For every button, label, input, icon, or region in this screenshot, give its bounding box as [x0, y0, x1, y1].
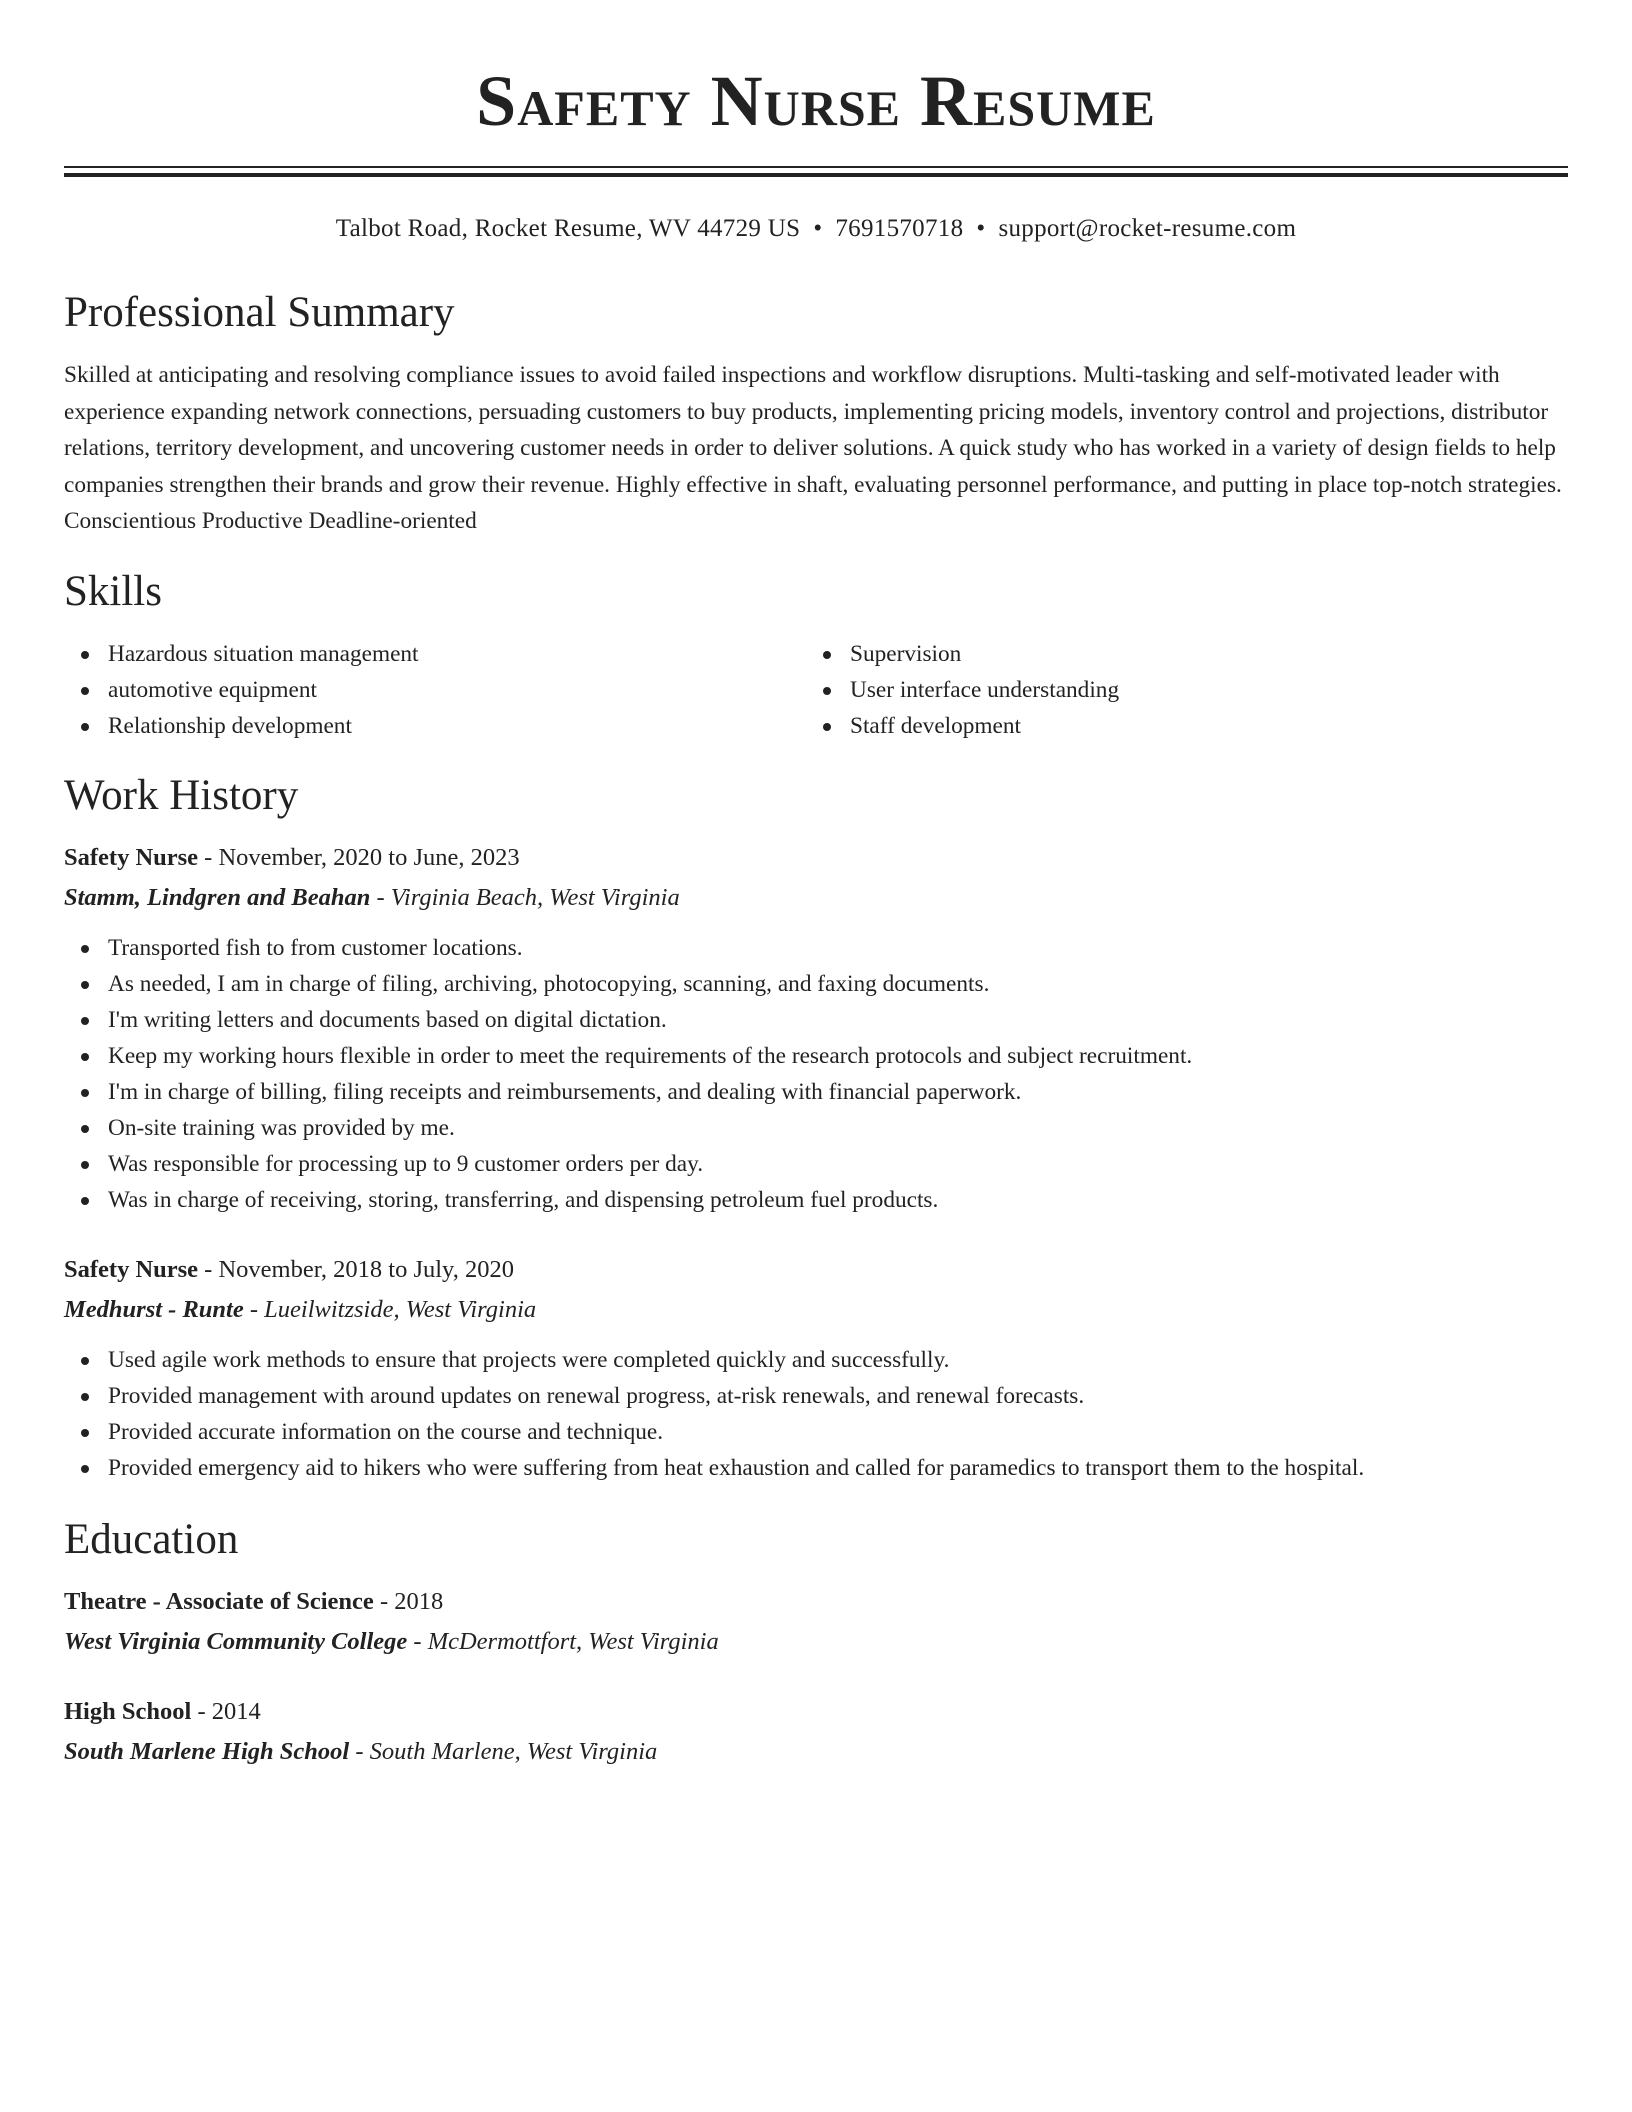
education-location: McDermottfort, West Virginia	[427, 1627, 719, 1655]
skill-item: Staff development	[806, 708, 1548, 744]
job-title: Safety Nurse	[64, 1255, 199, 1283]
job-location: Lueilwitzside, West Virginia	[264, 1295, 537, 1323]
job-duties	[64, 1342, 1568, 1486]
contact-separator: •	[813, 215, 823, 242]
contact-email: support@rocket-resume.com	[998, 215, 1297, 242]
job-company: Stamm, Lindgren and Beahan	[64, 883, 371, 911]
job-dates: November, 2018 to July, 2020	[218, 1255, 514, 1283]
resume-title: Safety Nurse Resume	[476, 61, 1156, 141]
skill-item: Relationship development	[64, 708, 806, 744]
job-employer	[64, 878, 1568, 918]
section-heading-summary: Professional Summary	[64, 289, 455, 336]
education-dash: -	[407, 1627, 428, 1655]
job-company: Medhurst - Runte	[64, 1295, 244, 1323]
duty-item: I'm in charge of billing, filing receipts and reimbursements, and dealing with financial paperwork.	[64, 1074, 1568, 1110]
duty-item: I'm writing letters and documents based on digital dictation.	[64, 1002, 1568, 1038]
skills-list	[64, 636, 1568, 744]
duty-item: Was responsible for processing up to 9 customer orders per day.	[64, 1146, 1568, 1182]
job-entry	[64, 1250, 1568, 1486]
skill-item: User interface understanding	[806, 672, 1548, 708]
job-dash: -	[198, 1255, 219, 1283]
job-header	[64, 838, 1568, 878]
duty-item: Transported fish to from customer locations.	[64, 930, 1568, 966]
resume-page	[64, 0, 1568, 1772]
education-degree: Theatre - Associate of Science	[64, 1587, 374, 1615]
skill-item: automotive equipment	[64, 672, 806, 708]
education-dash: -	[373, 1587, 395, 1615]
section-heading-education: Education	[64, 1515, 239, 1563]
section-heading-work-history: Work History	[64, 771, 299, 819]
job-dates: November, 2020 to June, 2023	[218, 843, 520, 871]
duty-item: On-site training was provided by me.	[64, 1110, 1568, 1146]
education-entry	[64, 1692, 1568, 1772]
contact-line	[64, 213, 1568, 245]
education-entry	[64, 1582, 1568, 1662]
skills-column-right	[806, 636, 1548, 744]
education-year: 2014	[211, 1697, 261, 1725]
job-employer	[64, 1290, 1568, 1330]
duty-item: Used agile work methods to ensure that projects were completed quickly and successfully.	[64, 1342, 1568, 1378]
job-location: Virginia Beach, West Virginia	[390, 883, 680, 911]
job-dash: -	[198, 843, 219, 871]
duty-item: Keep my working hours flexible in order to meet the requirements of the research protocols and subject recruitment.	[64, 1038, 1568, 1074]
duty-item: Provided accurate information on the course and technique.	[64, 1414, 1568, 1450]
contact-address: Talbot Road, Rocket Resume, WV 44729 US	[335, 215, 801, 242]
education-dash: -	[191, 1697, 212, 1725]
job-dash: -	[243, 1295, 265, 1323]
job-dash: -	[370, 883, 391, 911]
duty-item: As needed, I am in charge of filing, archiving, photocopying, scanning, and faxing documents.	[64, 966, 1568, 1002]
skill-item: Hazardous situation management	[64, 636, 806, 672]
education-header	[64, 1692, 1568, 1732]
summary-text: Skilled at anticipating and resolving compliance issues to avoid failed inspections and workflow disruptions. Multi-tasking and self-motivated leader with experience expanding network connections, persuading customers to buy products, implementing pricing models, inventory control and projections, distributor relations, territory development, and uncovering customer needs in order to deliver solutions. A quick study who has worked in a variety of design fields to help companies strengthen their brands and grow their revenue. Highly effective in shaft, evaluating personnel performance, and putting in place top-notch strategies. Conscientious Productive Deadline-oriented	[64, 362, 1562, 534]
duty-item: Provided management with around updates on renewal progress, at-risk renewals, and renewal forecasts.	[64, 1378, 1568, 1414]
job-entry	[64, 838, 1568, 1218]
skill-item: Supervision	[806, 636, 1548, 672]
duty-item: Provided emergency aid to hikers who were suffering from heat exhaustion and called for paramedics to transport them to the hospital.	[64, 1450, 1568, 1486]
education-year: 2018	[394, 1587, 444, 1615]
title-divider	[64, 166, 1568, 177]
skills-column-left	[64, 636, 806, 744]
education-header	[64, 1582, 1568, 1622]
education-location: South Marlene, West Virginia	[369, 1737, 658, 1765]
job-duties	[64, 930, 1568, 1218]
education-institution	[64, 1732, 1568, 1772]
contact-separator: •	[976, 215, 986, 242]
education-school: South Marlene High School	[64, 1737, 350, 1765]
education-dash: -	[349, 1737, 370, 1765]
education-degree: High School	[64, 1697, 192, 1725]
duty-item: Was in charge of receiving, storing, transferring, and dispensing petroleum fuel products.	[64, 1182, 1568, 1218]
section-heading-skills: Skills	[64, 567, 162, 615]
education-institution	[64, 1622, 1568, 1662]
contact-phone: 7691570718	[835, 215, 964, 242]
job-header	[64, 1250, 1568, 1290]
job-title: Safety Nurse	[64, 843, 199, 871]
education-school: West Virginia Community College	[64, 1627, 408, 1655]
